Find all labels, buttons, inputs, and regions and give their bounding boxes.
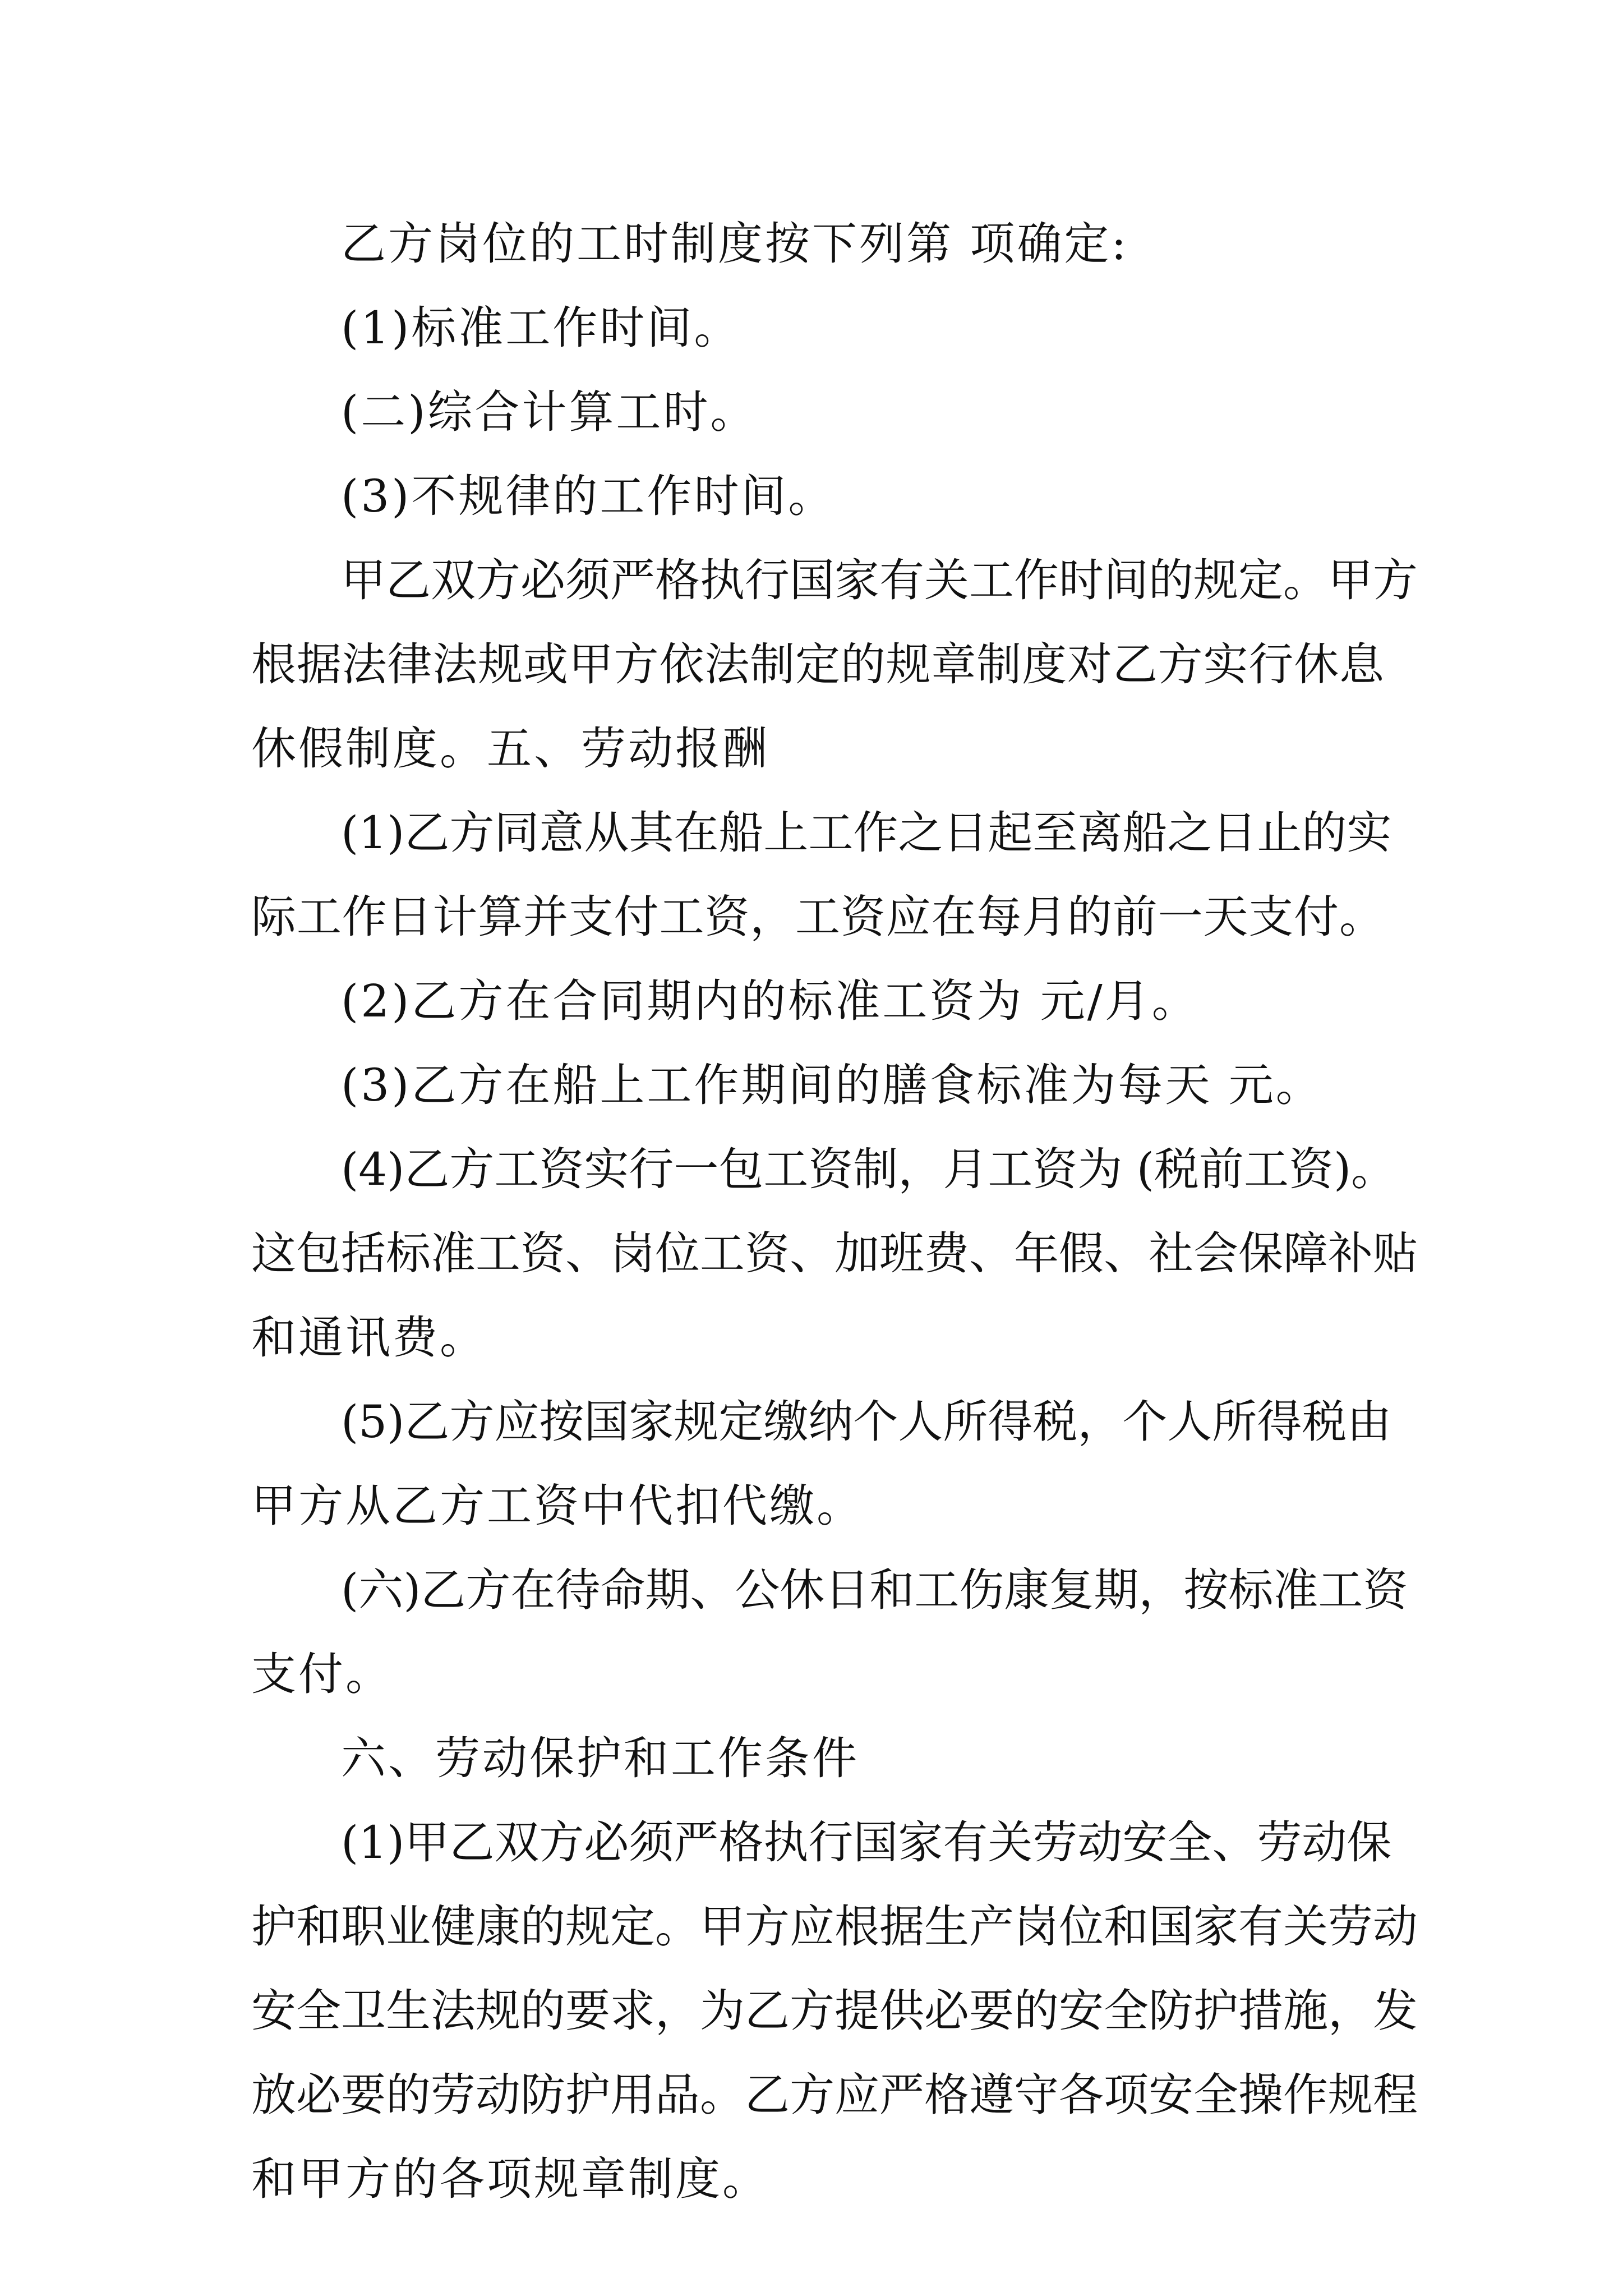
text-line: 根据法律法规或甲方依法制定的规章制度对乙方实行休息 bbox=[251, 638, 1384, 691]
text-line: (5)乙方应按国家规定缴纳个人所得税，个人所得税由 bbox=[341, 1396, 1392, 1448]
text-line: 和通讯费。 bbox=[251, 1312, 487, 1364]
text-line: (六)乙方在待命期、公休日和工伤康复期，按标准工资 bbox=[341, 1564, 1408, 1616]
text-line: 支付。 bbox=[251, 1648, 393, 1700]
text-line: 际工作日计算并支付工资，工资应在每月的前一天支付。 bbox=[251, 891, 1384, 943]
text-line: (1)乙方同意从其在船上工作之日起至离船之日止的实 bbox=[341, 807, 1392, 859]
text-line: 和甲方的各项规章制度。 bbox=[251, 2153, 769, 2205]
text-line: 放必要的劳动防护用品。乙方应严格遵守各项安全操作规程 bbox=[251, 2069, 1418, 2121]
text-line: (1)甲乙双方必须严格执行国家有关劳动安全、劳动保 bbox=[341, 1816, 1392, 1869]
text-line: 乙方岗位的工时制度按下列第 项确定: bbox=[341, 218, 1129, 270]
text-line: (4)乙方工资实行一包工资制，月工资为 (税前工资)。 bbox=[341, 1143, 1396, 1195]
text-line: 休假制度。五、劳动报酬 bbox=[251, 723, 769, 775]
text-line: 这包括标准工资、岗位工资、加班费、年假、社会保障补贴 bbox=[251, 1227, 1418, 1280]
text-line: (1)标准工作时间。 bbox=[341, 302, 741, 354]
text-line: 安全卫生法规的要求，为乙方提供必要的安全防护措施，发 bbox=[251, 1985, 1418, 2037]
text-line: (3)乙方在船上工作期间的膳食标准为每天 元。 bbox=[341, 1059, 1323, 1111]
section-heading: 六、劳动保护和工作条件 bbox=[341, 1732, 859, 1784]
text-line: (二)综合计算工时。 bbox=[341, 386, 758, 438]
text-line: 甲乙双方必须严格执行国家有关工作时间的规定。甲方 bbox=[341, 554, 1418, 606]
text-line: (2)乙方在合同期内的标准工资为 元/月。 bbox=[341, 975, 1199, 1027]
text-line: (3)不规律的工作时间。 bbox=[341, 470, 836, 522]
text-line: 甲方从乙方工资中代扣代缴。 bbox=[251, 1480, 864, 1532]
text-line: 护和职业健康的规定。甲方应根据生产岗位和国家有关劳动 bbox=[251, 1901, 1418, 1953]
